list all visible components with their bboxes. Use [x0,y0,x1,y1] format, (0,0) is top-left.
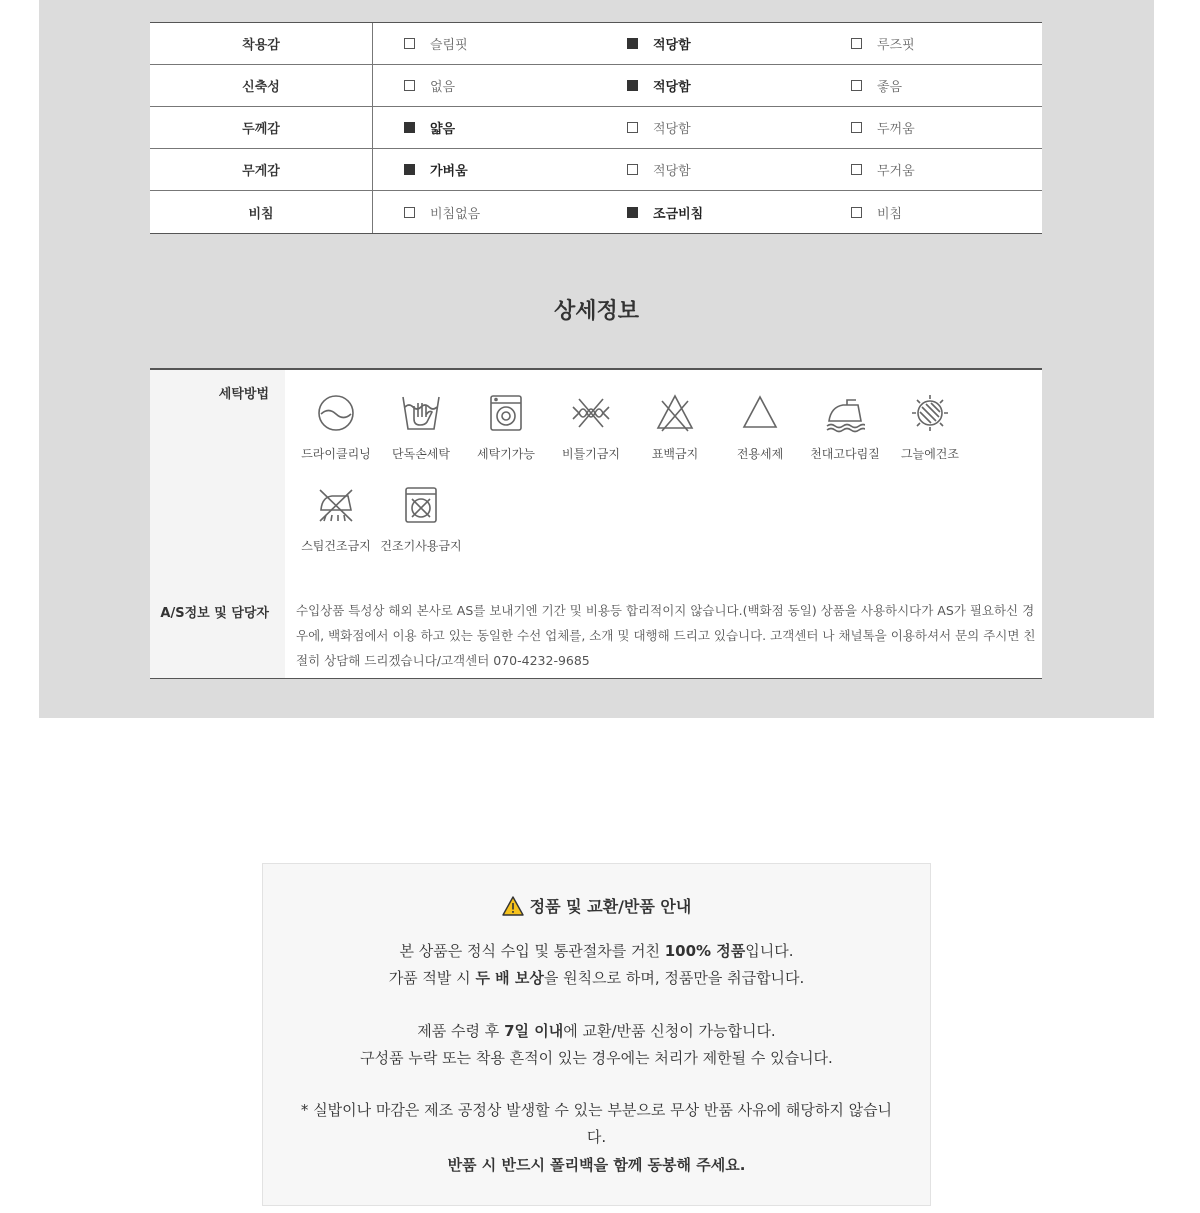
fit-option [597,107,820,148]
fit-option-label: 적당함 [653,38,691,53]
fit-option-label: 조금비침 [653,206,704,222]
checkbox-icon [404,207,415,218]
authenticity-return-notice [262,863,931,1206]
wash-icon-item [717,393,803,462]
fit-option-label: 없음 [430,80,456,95]
wash-icon-label: 전용세제 [736,447,784,461]
fit-option [820,65,1042,106]
notice-text: 본 상품은 정식 수입 및 통관절차를 거친 [399,942,665,960]
washing-machine-icon [486,393,526,433]
checkbox-checked-icon [404,122,415,133]
fit-option-label: 루즈핏 [877,38,915,53]
fit-option [597,191,820,233]
warning-icon [502,896,524,916]
wash-icon-item [548,393,634,462]
fit-option-label: 무거움 [877,164,915,179]
notice-line-thread-note: * 실밥이나 마감은 제조 공정상 발생할 수 있는 부분으로 무상 반품 사유에 해당하지 않습니다. [300,1101,893,1146]
checkbox-icon [627,164,638,175]
wash-icon-label: 표백금지 [651,447,699,461]
notice-text: 을 원칙으로 하며, 정품만을 취급합니다. [543,969,805,987]
fit-option-label: 두꺼움 [877,122,915,137]
fit-row-label: 착용감 [150,23,373,64]
detail-label-column [150,370,285,678]
checkbox-icon [851,164,862,175]
notice-text: 가품 적발 시 [388,969,476,987]
fit-option [820,191,1042,233]
wash-icon-item [378,485,464,554]
wash-icon-label: 비틀기금지 [562,447,620,461]
checkbox-icon [404,80,415,91]
fit-row-fit [150,23,1042,65]
fit-option [373,107,597,148]
wash-icon-label: 건조기사용금지 [380,539,462,553]
notice-title-text: 정품 및 교환/반품 안내 [529,897,692,916]
fit-option-label: 적당함 [653,164,691,179]
wash-icon-item [632,393,718,462]
checkbox-icon [851,38,862,49]
iron-cloth-icon [825,393,865,433]
checkbox-icon [627,122,638,133]
fit-option [373,191,597,233]
fit-option-label: 좋음 [877,80,903,95]
notice-text: 에 교환/반품 신청이 가능합니다. [563,1022,776,1040]
section-title: 상세정보 [553,299,639,324]
wash-icon-item [293,393,379,462]
fit-option-label: 적당함 [653,80,691,95]
fit-table [150,22,1042,234]
fit-option [597,149,820,190]
checkbox-icon [851,80,862,91]
fit-option-label: 가벼움 [430,164,468,179]
notice-emphasis: 두 배 보상 [475,969,544,987]
fit-row-weight [150,149,1042,191]
fit-row-stretch [150,65,1042,107]
wash-icon-item [802,393,888,462]
neutral-detergent-icon [740,393,780,433]
fit-option [820,23,1042,64]
checkbox-checked-icon [627,207,638,218]
notice-line-compensation [263,967,930,988]
fit-option-label: 비침 [877,206,903,222]
wash-method-label: 세탁방법 [218,387,269,402]
fit-option [373,149,597,190]
wash-icon-item [378,393,464,462]
fit-option-label: 얇음 [430,122,456,137]
checkbox-checked-icon [627,38,638,49]
fit-option-label: 적당함 [653,122,691,137]
no-tumble-dry-icon [401,485,441,525]
checkbox-checked-icon [627,80,638,91]
no-steam-icon [316,485,356,525]
notice-emphasis: 7일 이내 [504,1022,564,1040]
fit-option-label: 슬림핏 [430,38,468,53]
fit-option-label: 비침없음 [430,206,481,222]
notice-title [263,894,930,917]
fit-row-label: 비침 [150,191,373,233]
notice-line-polybag: 반품 시 반드시 폴리백을 함께 동봉해 주세요. [447,1156,746,1174]
fit-row-sheer [150,191,1042,233]
wash-icon-item [887,393,973,462]
wash-icon-label: 단독손세탁 [392,447,450,461]
fit-option [373,23,597,64]
as-info-text: 수입상품 특성상 해외 본사로 AS를 보내기엔 기간 및 비용등 합리적이지 않습니다.(백화점 동일) 상품을 사용하시다가 AS가 필요하신 경우에, 백화점에서 이용 하고 있는 동일한 수선 업체를, 소개 및 대행해 드리고 있습니다. 고객센터 나 채널톡을 이용하셔서 문의 주시면 친절히 상담해 드리겠습니다/고객센터 070-4232-9685 [296,603,1036,668]
wash-icon-label: 스팀건조금지 [301,539,371,553]
fit-option [597,65,820,106]
hand-wash-icon [401,393,441,433]
notice-line-restriction: 구성품 누락 또는 착용 흔적이 있는 경우에는 처리가 제한될 수 있습니다. [360,1049,833,1067]
wash-icon-label: 천대고다림질 [810,447,880,461]
fit-row-label: 신축성 [150,65,373,106]
as-info-label: A/S정보 및 담당자 [160,606,269,621]
notice-text: 제품 수령 후 [417,1022,505,1040]
fit-option [373,65,597,106]
wash-icon-label: 드라이클리닝 [301,447,371,461]
detail-table [150,368,1042,679]
notice-line-return-period [263,1020,930,1041]
checkbox-icon [404,38,415,49]
notice-line-authentic [263,940,930,961]
wash-icon-label: 그늘에건조 [901,447,959,461]
wash-icon-item [463,393,549,462]
dry-clean-icon [316,393,356,433]
notice-emphasis: 100% 정품 [664,942,746,960]
fit-option [820,149,1042,190]
fit-row-label: 무게감 [150,149,373,190]
checkbox-icon [851,207,862,218]
wash-icon-item [293,485,379,554]
checkbox-checked-icon [404,164,415,175]
fit-row-label: 두께감 [150,107,373,148]
no-bleach-icon [655,393,695,433]
fit-option [597,23,820,64]
no-wring-icon [571,393,611,433]
notice-text: 입니다. [745,942,794,960]
shade-dry-icon [910,393,950,433]
checkbox-icon [851,122,862,133]
wash-icon-label: 세탁기가능 [477,447,535,461]
fit-option [820,107,1042,148]
fit-row-thickness [150,107,1042,149]
